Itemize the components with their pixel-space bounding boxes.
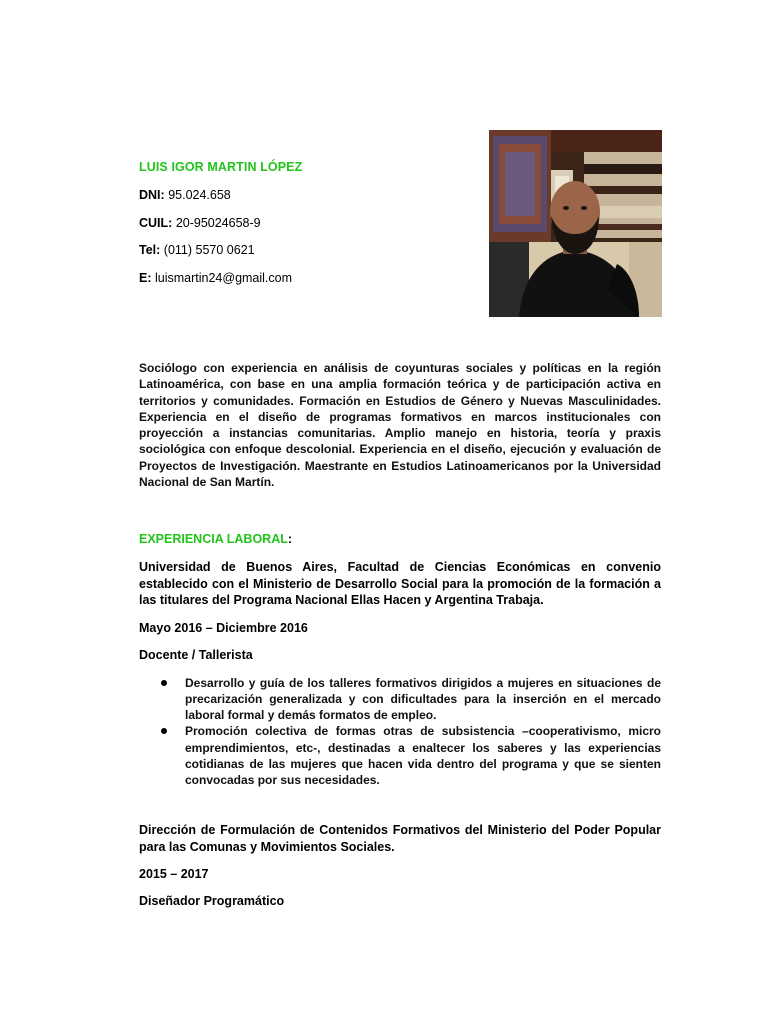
job-role: Docente / Tallerista: [139, 647, 253, 662]
tel-value: (011) 5570 0621: [163, 243, 255, 257]
dni-line: [139, 188, 469, 202]
job-organization: Dirección de Formulación de Contenidos Formativos del Ministerio del Poder Popular para las Comunas y Movimientos Sociales.: [139, 823, 661, 854]
profile-photo: [489, 130, 662, 317]
list-item: [139, 675, 661, 724]
bullet-text: Promoción colectiva de formas otras de subsistencia –cooperativismo, micro emprendimientos, etc-, destinadas a enaltecer los saberes y las experiencias cotidianas de las mujeres que hacen vida dentro del programa y que se sienten convocadas por sus necesidades.: [185, 724, 661, 788]
dni-label: DNI:: [139, 188, 165, 202]
email-value: luismartin24@gmail.com: [154, 270, 293, 285]
job-role: Diseñador Programático: [139, 894, 285, 908]
cuil-line: [139, 216, 469, 230]
tel-label: Tel:: [139, 243, 161, 257]
bullet-text: Desarrollo y guía de los talleres formativos dirigidos a mujeres en situaciones de precarización generalizada y con dificultades para la inserción en el mercado laboral formal y demás formatos de empleo.: [185, 675, 661, 723]
profile-summary: Sociólogo con experiencia en análisis de coyunturas sociales y políticas en la región Latinoamérica, con base en una amplia formación teórica y de participación activa en territorios y comunidades. Formación en Estudios de Género y Nuevas Masculinidades. Experiencia en el diseño de programas formativos en marcos institucionales con proyección a instancias comunitarias. Amplio manejo en historia, teoría y praxis sociológica con enfoque descolonial. Experiencia en el diseño, ejecución y evaluación de Proyectos de Investigación. Maestrante en Estudios Latinoamericanos por la Universidad Nacional de San Martín.: [139, 361, 661, 490]
bullet-icon: [161, 680, 167, 686]
job-organization: Universidad de Buenos Aires, Facultad de Ciencias Económicas en convenio establecido con el Ministerio de Desarrollo Social para la promoción de la formación a las titulares del Programa Nacional Ellas Hacen y Argentina Trabaja.: [139, 560, 661, 607]
cuil-label: CUIL:: [139, 215, 173, 230]
experience-title-text: EXPERIENCIA LABORAL: [139, 532, 288, 546]
candidate-name: LUIS IGOR MARTIN LÓPEZ: [139, 160, 303, 174]
email-label: E:: [139, 270, 152, 285]
job-responsibilities: [139, 675, 661, 789]
tel-line: [139, 243, 469, 257]
cuil-value: 20-95024658-9: [175, 215, 261, 230]
contact-header: [139, 160, 469, 298]
experience-title-colon: :: [287, 532, 293, 546]
list-item: [139, 723, 661, 788]
job-dates: Mayo 2016 – Diciembre 2016: [139, 620, 308, 635]
experience-section-title: [139, 532, 292, 546]
bullet-icon: [161, 728, 167, 734]
job-entry: [139, 559, 661, 789]
job-dates: 2015 – 2017: [139, 867, 209, 881]
email-line: [139, 271, 469, 285]
dni-value: 95.024.658: [168, 188, 231, 202]
job-entry: [139, 822, 661, 921]
